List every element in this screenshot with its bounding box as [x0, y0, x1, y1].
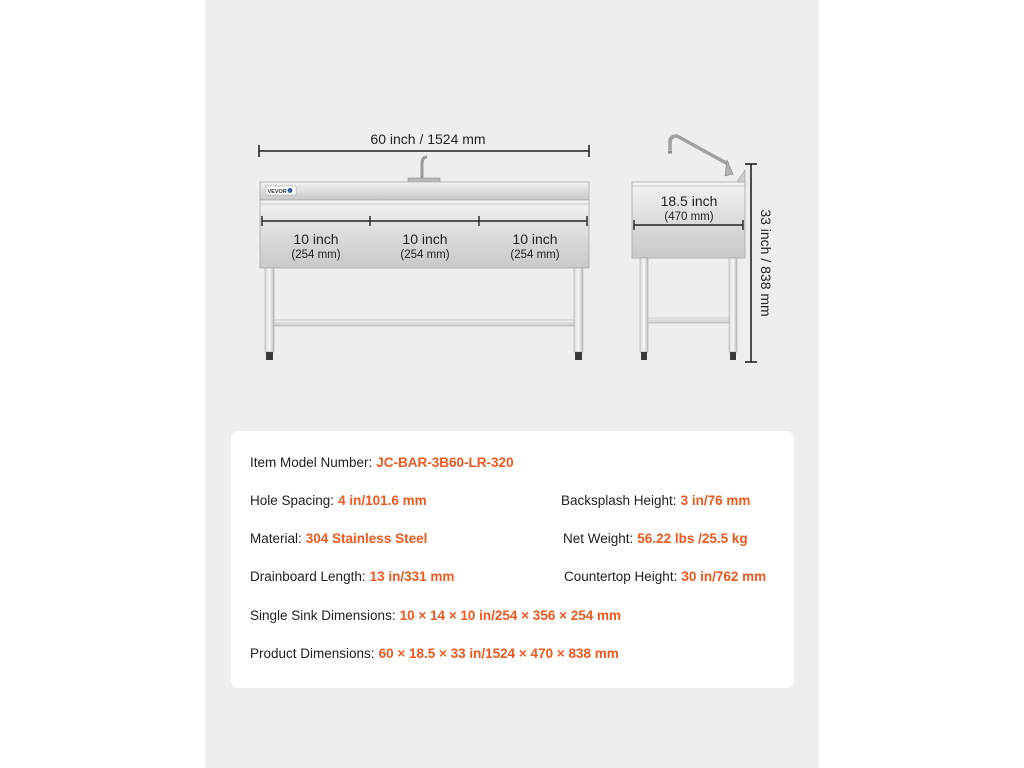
spec-material-label: Material: [250, 531, 302, 546]
spec-model [250, 454, 514, 472]
spec-hole-spacing [250, 492, 427, 510]
spec-countertop [564, 568, 766, 586]
sink-3-width-mm: (254 mm) [510, 249, 560, 261]
brand-logo-text: VEVOR [267, 189, 287, 195]
spec-model-value: JC-BAR-3B60-LR-320 [376, 455, 514, 470]
spec-drainboard-value: 13 in/331 mm [369, 569, 455, 584]
sink-2-width-in: 10 inch [402, 231, 448, 247]
spec-net-weight-label: Net Weight: [563, 531, 634, 546]
spec-drainboard-label: Drainboard Length: [250, 569, 366, 584]
depth-mm-label: (470 mm) [664, 211, 714, 223]
spec-card [231, 431, 794, 688]
spec-countertop-value: 30 in/762 mm [681, 569, 767, 584]
spec-single-sink [250, 607, 621, 625]
spec-backsplash-value: 3 in/76 mm [680, 493, 751, 508]
spec-single-sink-value: 10 × 14 × 10 in/254 × 356 × 254 mm [399, 608, 621, 623]
sink-1-width-mm: (254 mm) [291, 249, 341, 261]
spec-product-dims-value: 60 × 18.5 × 33 in/1524 × 470 × 838 mm [378, 646, 619, 661]
spec-single-sink-label: Single Sink Dimensions: [250, 608, 396, 623]
spec-material-value: 304 Stainless Steel [305, 531, 428, 546]
front-view-sink [259, 131, 589, 360]
spec-model-label: Item Model Number: [250, 455, 373, 470]
spec-hole-spacing-label: Hole Spacing: [250, 493, 335, 508]
spec-net-weight [563, 530, 748, 548]
spec-drainboard [250, 568, 454, 586]
spec-hole-spacing-value: 4 in/101.6 mm [338, 493, 427, 508]
spec-backsplash [561, 492, 750, 510]
spec-backsplash-label: Backsplash Height: [561, 493, 677, 508]
sink-1-width-in: 10 inch [293, 231, 339, 247]
side-view-sink [632, 136, 774, 362]
sink-3-width-in: 10 inch [512, 231, 558, 247]
spec-material [250, 530, 427, 548]
overall-height-label: 33 inch / 838 mm [758, 209, 774, 317]
depth-in-label: 18.5 inch [660, 193, 718, 209]
spec-product-dims [250, 645, 619, 663]
spec-product-dims-label: Product Dimensions: [250, 646, 375, 661]
sink-2-width-mm: (254 mm) [400, 249, 450, 261]
overall-width-label: 60 inch / 1524 mm [370, 131, 486, 147]
spec-countertop-label: Countertop Height: [564, 569, 678, 584]
spec-net-weight-value: 56.22 lbs /25.5 kg [637, 531, 748, 546]
